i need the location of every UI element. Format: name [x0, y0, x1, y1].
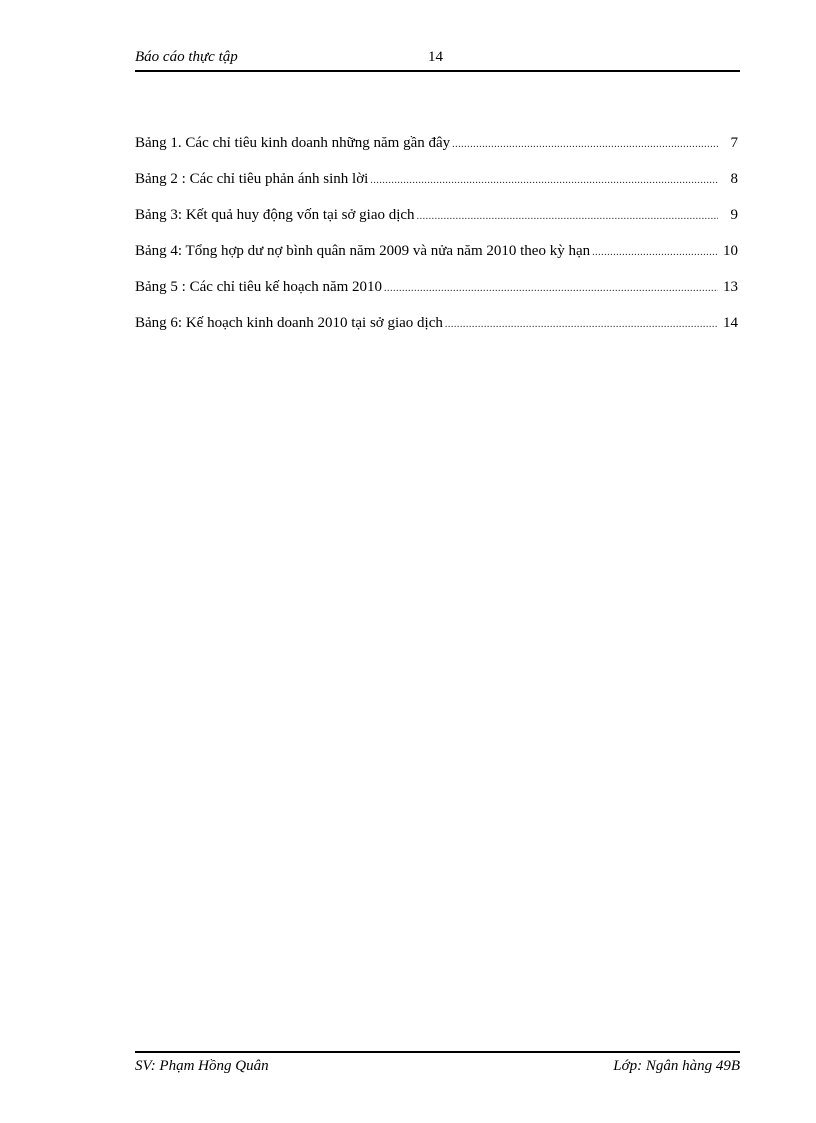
toc-entry-page: 9: [730, 207, 738, 223]
toc-entry[interactable]: [135, 205, 738, 241]
footer-class-name: Lớp: Ngân hàng 49B: [613, 1058, 740, 1074]
toc-entry[interactable]: [135, 169, 738, 205]
toc-entry-label: Bảng 5 : Các chỉ tiêu kế hoạch năm 2010: [135, 279, 383, 295]
toc-entry-page: 13: [723, 279, 738, 295]
toc-entry-label: Bảng 4: Tổng hợp dư nợ bình quân năm 2009 và nửa năm 2010 theo kỳ hạn: [135, 243, 591, 259]
header-title: Báo cáo thực tập: [135, 49, 238, 65]
toc-dot-leader: [452, 135, 718, 155]
toc-entry-page: 8: [730, 171, 738, 187]
toc-entry[interactable]: [135, 133, 738, 169]
toc-dot-leader: [445, 315, 718, 335]
toc-dot-leader: [417, 207, 718, 227]
toc-entry-page: 7: [730, 135, 738, 151]
toc-entry-page: 10: [723, 243, 738, 259]
toc-entry-label: Bảng 3: Kết quả huy động vốn tại sở giao dịch: [135, 207, 415, 223]
toc-dot-leader: [384, 279, 718, 299]
toc-entry[interactable]: [135, 313, 738, 349]
header-page-number: 14: [428, 49, 443, 65]
toc-entry-label: Bảng 6: Kế hoạch kinh doanh 2010 tại sở giao dịch: [135, 315, 443, 331]
toc-entry-label: Bảng 2 : Các chỉ tiêu phản ánh sinh lời: [135, 171, 369, 187]
toc-entry-label: Bảng 1. Các chỉ tiêu kinh doanh những năm gần đây: [135, 135, 451, 151]
footer-student-name: SV: Phạm Hồng Quân: [135, 1058, 269, 1074]
toc-entry-page: 14: [723, 315, 738, 331]
page-footer: [135, 1051, 740, 1074]
table-of-tables: [135, 133, 738, 349]
toc-entry[interactable]: [135, 277, 738, 313]
page-header: [135, 48, 740, 72]
toc-dot-leader: [370, 171, 718, 191]
toc-dot-leader: [592, 243, 718, 263]
toc-entry[interactable]: [135, 241, 738, 277]
